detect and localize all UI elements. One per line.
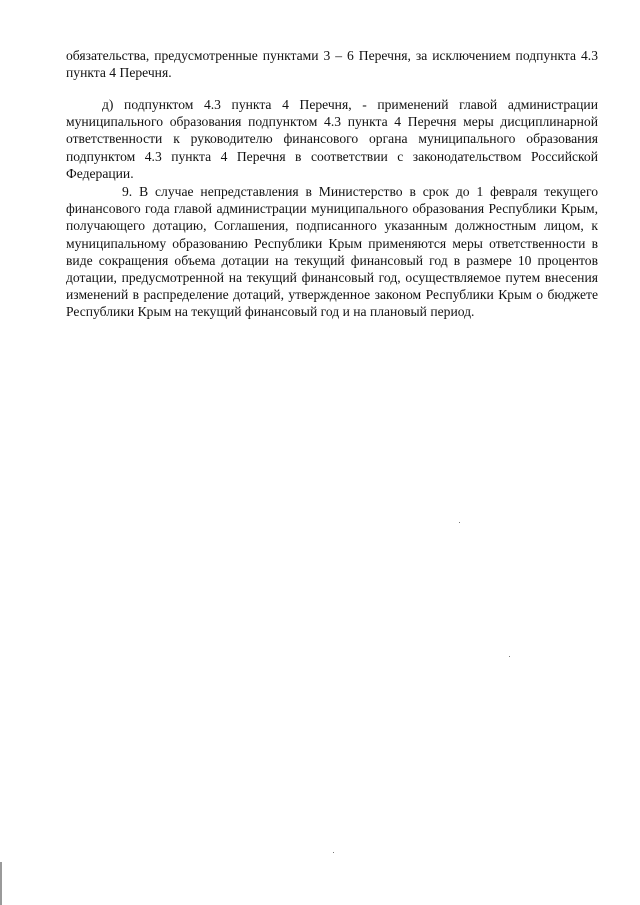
scan-speck: [509, 656, 510, 657]
scan-speck: [459, 522, 460, 523]
scan-edge-mark: [0, 862, 2, 905]
scan-speck: [333, 852, 334, 853]
paragraph-item-9: 9. В случае непредставления в Министерство в срок до 1 февраля текущего финансового года главой администрации муниципального образования Республики Крым, получающего дотацию, Соглашения, подписанного указанным должностным лицом, к муниципальному образованию Республики Крым применяются меры ответственности в виде сокращения объема дотации на текущий финансовый год в размере 10 процентов дотации, предусмотренной на текущий финансовый год, осуществляемое путем внесения изменений в распределение дотаций, утвержденное законом Республики Крым о бюджете Республики Крым на текущий финансовый год и на плановый период.: [66, 184, 598, 320]
paragraph-subitem-d: д) подпунктом 4.3 пункта 4 Перечня, - применений главой администрации муниципального образования подпунктом 4.3 пункта 4 Перечня меры дисциплинарной ответственности к руководителю финансового органа муниципального образования подпунктом 4.3 пункта 4 Перечня в соответствии с законодательством Российской Федерации.: [66, 97, 598, 181]
paragraph-obligations-continuation: обязательства, предусмотренные пунктами 3 – 6 Перечня, за исключением подпункта 4.3 пункта 4 Перечня.: [66, 48, 598, 81]
